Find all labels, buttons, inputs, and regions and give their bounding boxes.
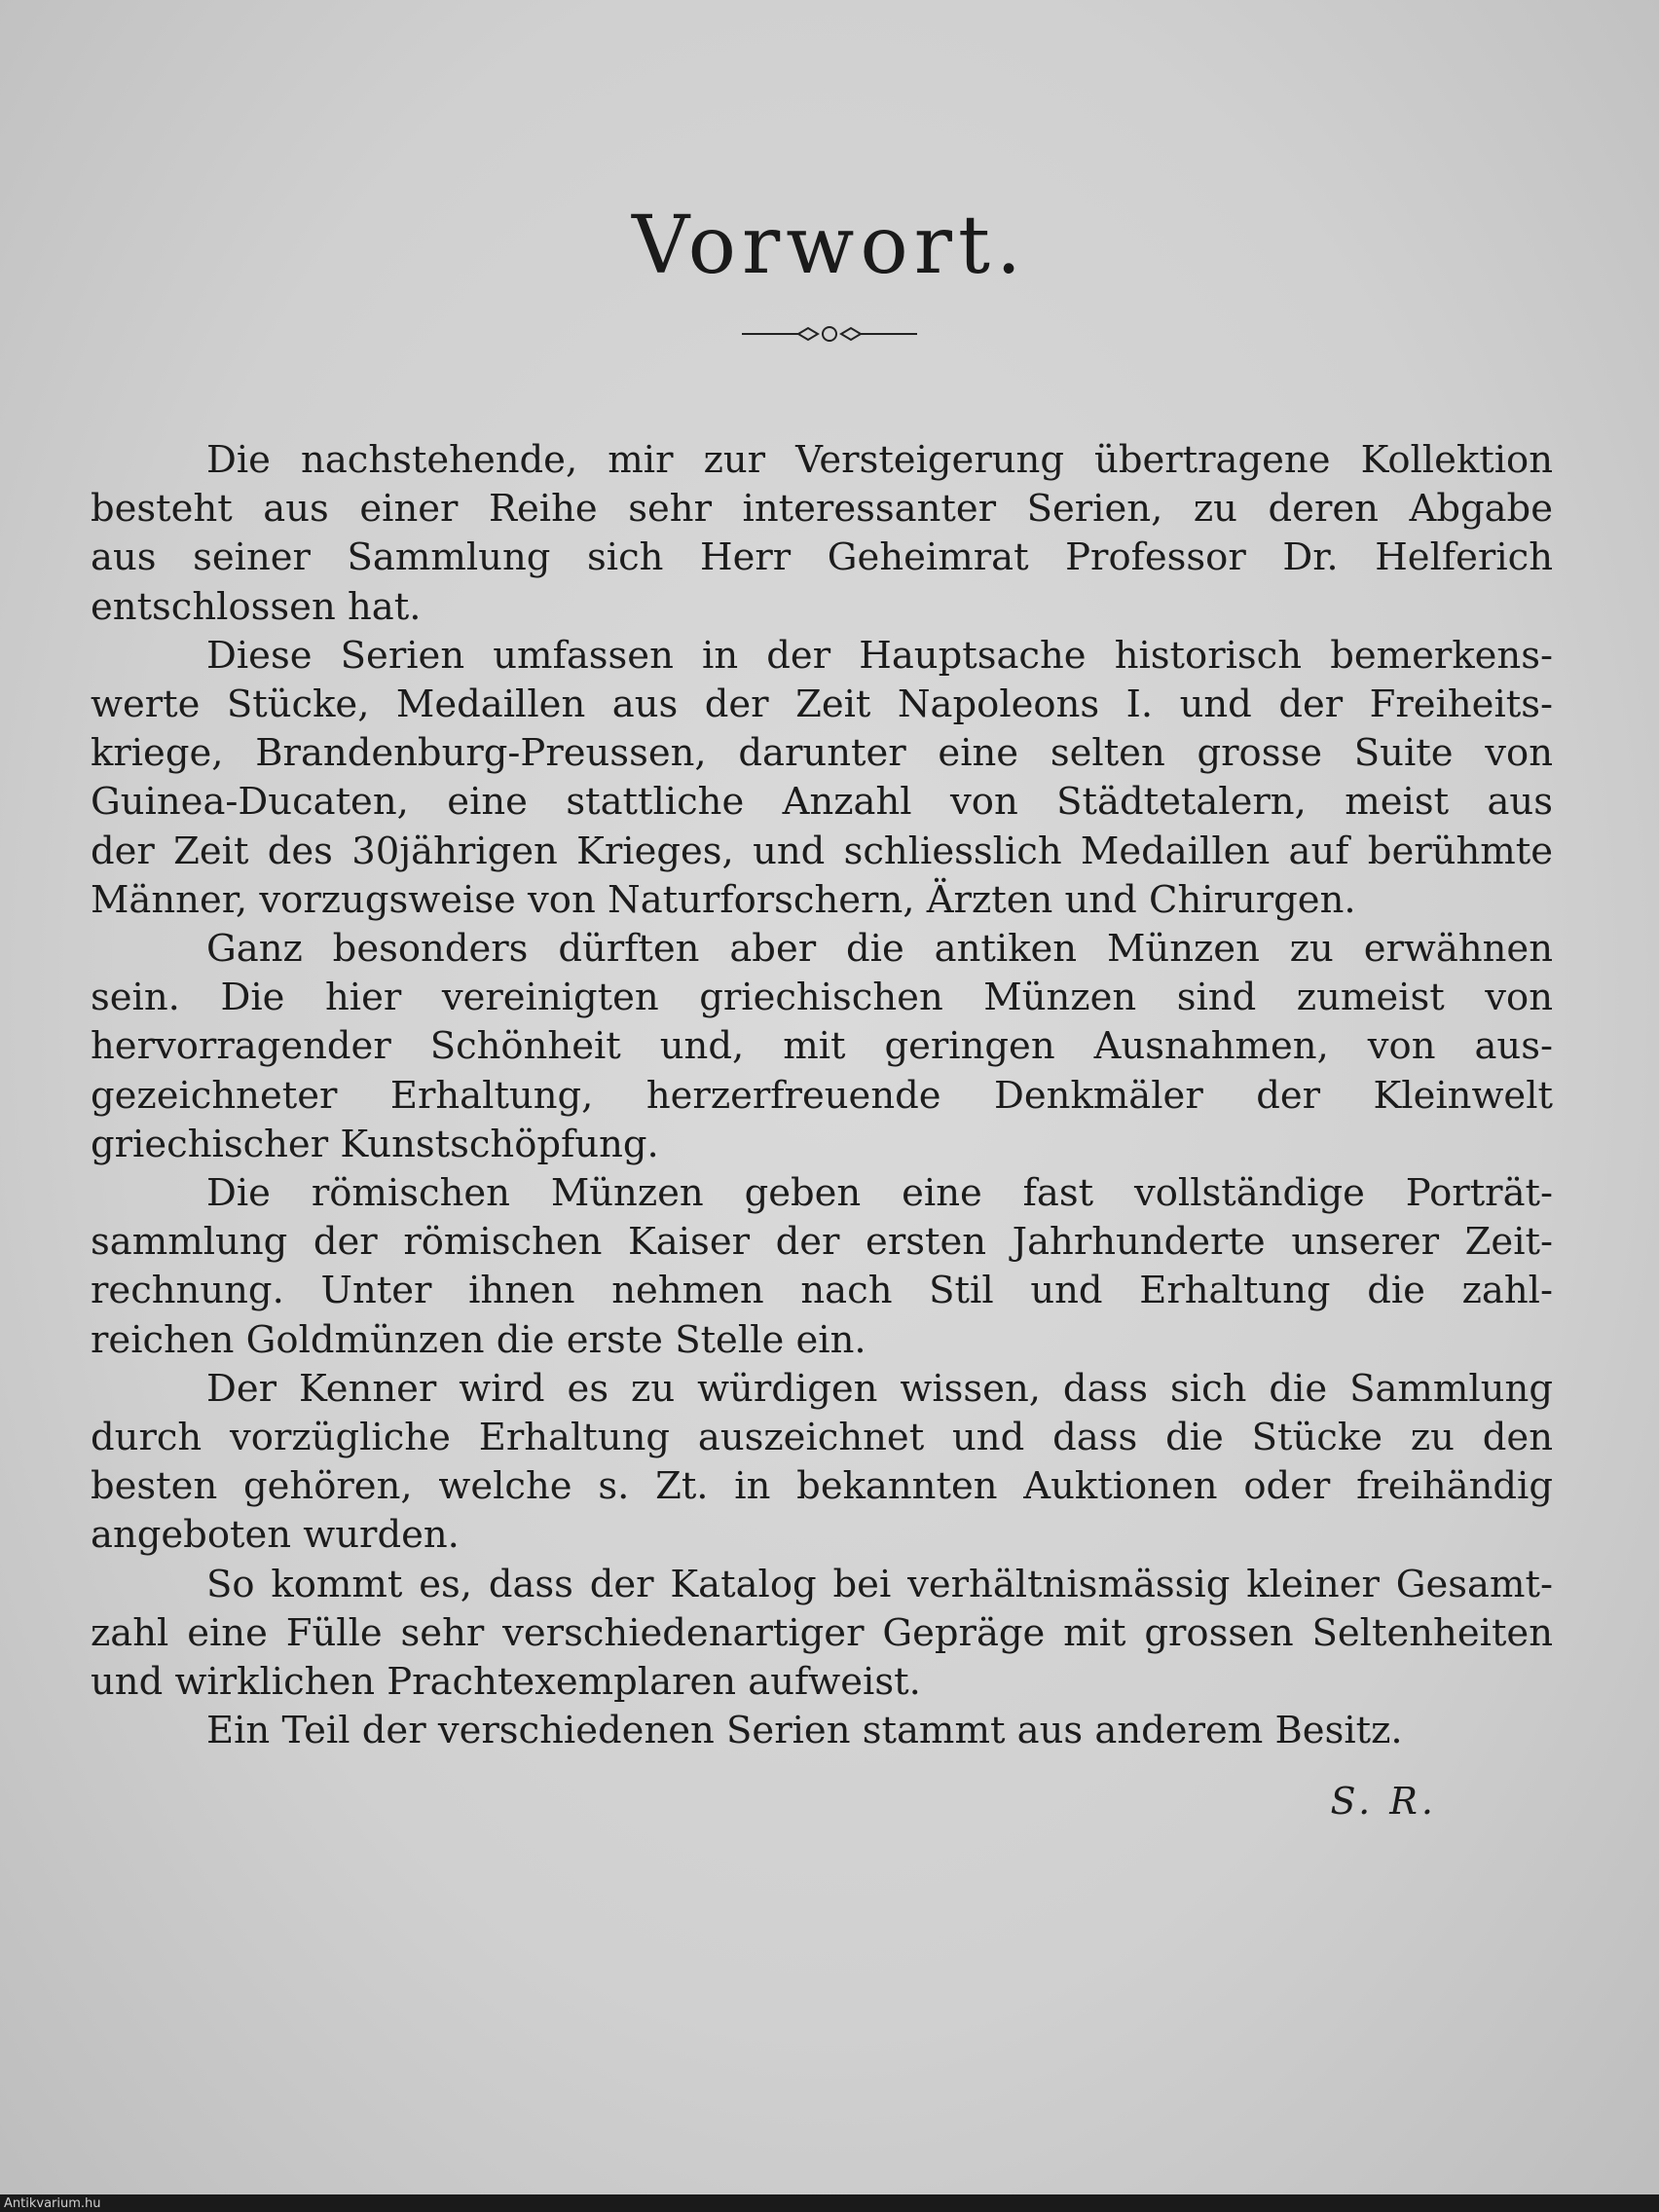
footer-bar bbox=[0, 2194, 1659, 2212]
paragraph-line: gezeichneter Erhaltung, herzerfreuende Denkmäler der Kleinwelt bbox=[91, 1074, 1553, 1118]
paragraph-line: sammlung der römischen Kaiser der ersten Jahrhunderte unserer Zeit- bbox=[91, 1220, 1553, 1264]
paragraph-line: werte Stücke, Medaillen aus der Zeit Napoleons I. und der Freiheits- bbox=[91, 682, 1553, 726]
paragraph-line: Männer, vorzugsweise von Naturforschern, Ärzten und Chirurgen. bbox=[91, 878, 1356, 922]
paragraph-line: reichen Goldmünzen die erste Stelle ein. bbox=[91, 1318, 866, 1362]
paragraph-line: Der Kenner wird es zu würdigen wissen, dass sich die Sammlung bbox=[206, 1367, 1553, 1411]
paragraph-line: Die römischen Münzen geben eine fast vollständige Porträt- bbox=[206, 1171, 1553, 1215]
paragraph-line: und wirklichen Prachtexemplaren aufweist. bbox=[91, 1660, 921, 1704]
signature: S. R. bbox=[1330, 1780, 1437, 1823]
paragraph-line: entschlossen hat. bbox=[91, 585, 422, 629]
paragraph-line: kriege, Brandenburg-Preussen, darunter eine selten grosse Suite von bbox=[91, 731, 1553, 775]
paragraph-line: angeboten wurden. bbox=[91, 1513, 460, 1557]
paragraph-line: der Zeit des 30jährigen Krieges, und schliesslich Medaillen auf berühmte bbox=[91, 830, 1553, 873]
paragraph-line: zahl eine Fülle sehr verschiedenartiger Gepräge mit grossen Seltenheiten bbox=[91, 1611, 1553, 1655]
ornament-divider-icon bbox=[732, 321, 927, 347]
paragraph-line: Diese Serien umfassen in der Hauptsache historisch bemerkens- bbox=[206, 634, 1553, 678]
paragraph-line: Ganz besonders dürften aber die antiken Münzen zu erwähnen bbox=[206, 927, 1553, 971]
watermark: Antikvarium.hu bbox=[4, 2196, 101, 2211]
paragraph-line: hervorragender Schönheit und, mit geringen Ausnahmen, von aus- bbox=[91, 1024, 1553, 1068]
page-title: Vorwort. bbox=[631, 200, 1028, 292]
paragraph-line: So kommt es, dass der Katalog bei verhältnismässig kleiner Gesamt- bbox=[206, 1563, 1553, 1606]
paragraph-line: sein. Die hier vereinigten griechischen Münzen sind zumeist von bbox=[91, 976, 1553, 1019]
paragraph-line: Die nachstehende, mir zur Versteigerung übertragene Kollektion bbox=[206, 438, 1553, 482]
paragraph-line: Ein Teil der verschiedenen Serien stammt aus anderem Besitz. bbox=[206, 1709, 1403, 1752]
paragraph-line: besteht aus einer Reihe sehr interessanter Serien, zu deren Abgabe bbox=[91, 487, 1553, 531]
paragraph-line: aus seiner Sammlung sich Herr Geheimrat Professor Dr. Helferich bbox=[91, 535, 1553, 579]
paragraph-line: rechnung. Unter ihnen nehmen nach Stil und Erhaltung die zahl- bbox=[91, 1269, 1553, 1312]
paragraph-line: besten gehören, welche s. Zt. in bekannten Auktionen oder freihändig bbox=[91, 1464, 1553, 1508]
paragraph-line: griechischer Kunstschöpfung. bbox=[91, 1123, 659, 1166]
paragraph-line: durch vorzügliche Erhaltung auszeichnet und dass die Stücke zu den bbox=[91, 1416, 1553, 1459]
paragraph-line: Guinea-Ducaten, eine stattliche Anzahl von Städtetalern, meist aus bbox=[91, 780, 1553, 824]
